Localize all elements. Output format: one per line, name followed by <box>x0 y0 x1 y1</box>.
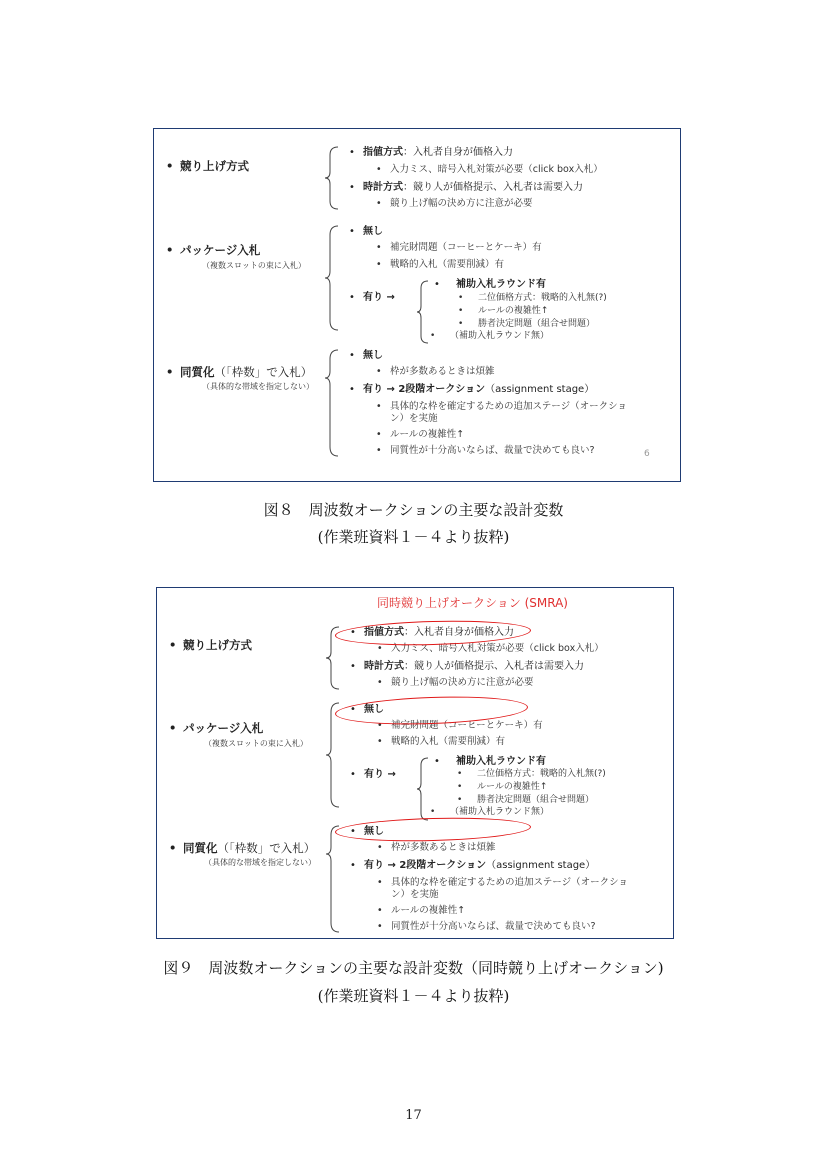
row1-item2: • 時計方式：競り人が価格提示、入札者は需要入力 <box>350 661 584 672</box>
row3-yes: • 有り → 2段階オークション（assignment stage） <box>350 860 596 871</box>
row3-label: • 同質化（「枠数」で入札） <box>166 365 313 379</box>
row3-label: • 同質化（「枠数」で入札） <box>169 841 316 855</box>
row2-yes: • 有り → <box>349 292 395 303</box>
row3-yes: • 有り → 2段階オークション（assignment stage） <box>349 384 595 395</box>
row1-item1-sub: • 入力ミス、暗号入札対策が必要（click box入札） <box>377 643 604 654</box>
row2-aux-sub2: • ルールの複雑性↑ <box>457 782 548 792</box>
row1-label: • 競り上げ方式 <box>166 159 249 173</box>
row3-yes-sub3: • 同質性が十分高いならば、裁量で決めても良い? <box>376 445 595 456</box>
row3-none: • 無し <box>349 350 383 361</box>
row2-none: • 無し <box>350 704 384 715</box>
row3-none-sub: • 枠が多数あるときは煩雑 <box>377 842 496 853</box>
row2-aux-round: • 補助入札ラウンド有 <box>434 756 546 767</box>
row2-none: • 無し <box>349 226 383 237</box>
row2-label: • パッケージ入札 <box>166 243 261 257</box>
row2-none-sub2: • 戦略的入札（需要削減）有 <box>377 736 506 747</box>
row2-no-aux: • （補助入札ラウンド無） <box>430 807 550 817</box>
row1-item2-sub: • 競り上げ幅の決め方に注意が必要 <box>376 198 533 209</box>
row2-note: （複数スロットの束に入札） <box>202 261 306 270</box>
figure9-slide <box>156 587 674 939</box>
row2-label: • パッケージ入札 <box>169 721 264 735</box>
row2-none-sub1: • 補完財問題（コーヒーとケーキ）有 <box>377 720 543 731</box>
row2-yes-brace <box>416 757 430 821</box>
row2-none-sub1: • 補完財問題（コーヒーとケーキ）有 <box>376 242 542 253</box>
row3-brace <box>325 825 341 933</box>
row2-aux-sub2: • ルールの複雑性↑ <box>458 306 549 316</box>
row3-yes-sub2: • ルールの複雑性↑ <box>376 429 465 440</box>
row2-aux-sub3: • 勝者決定問題（組合せ問題） <box>458 319 596 329</box>
highlight-ellipse-homogeneous-none <box>335 815 532 843</box>
row3-none-sub: • 枠が多数あるときは煩雑 <box>376 366 495 377</box>
row3-none: • 無し <box>350 826 384 837</box>
figure8-caption-line2: (作業班資料１－４より抜粋) <box>317 528 510 546</box>
row2-yes: • 有り → <box>350 769 396 780</box>
row2-aux-sub1: • 二位価格方式：戦略的入札無(?) <box>458 293 607 303</box>
figure9-caption-line1: 図９ 周波数オークションの主要な設計変数（同時競り上げオークション) <box>163 959 664 977</box>
row2-note: （複数スロットの束に入札） <box>204 739 308 748</box>
row3-brace <box>324 349 340 457</box>
row1-item2-sub: • 競り上げ幅の決め方に注意が必要 <box>377 677 534 688</box>
row2-aux-sub3: • 勝者決定問題（組合せ問題） <box>457 795 595 805</box>
figure8-slide <box>153 128 681 482</box>
row1-brace <box>324 146 340 210</box>
slide-page-number: 6 <box>644 449 650 459</box>
row2-brace <box>325 702 341 808</box>
row2-yes-brace <box>416 280 430 344</box>
row3-yes-sub3: • 同質性が十分高いならば、裁量で決めても良い? <box>377 921 596 932</box>
row1-label: • 競り上げ方式 <box>169 638 252 652</box>
row1-item2: • 時計方式：競り人が価格提示、入札者は需要入力 <box>349 182 583 193</box>
row2-no-aux: • （補助入札ラウンド無） <box>430 331 550 341</box>
row3-note: （具体的な帯域を指定しない） <box>204 858 316 867</box>
row2-brace <box>324 225 340 331</box>
row3-note: （具体的な帯域を指定しない） <box>202 382 314 391</box>
page-number: 17 <box>405 1108 422 1123</box>
row3-yes-sub2: • ルールの複雑性↑ <box>377 905 466 916</box>
row1-item1-sub: • 入力ミス、暗号入札対策が必要（click box入札） <box>376 164 603 175</box>
row3-yes-sub1: • 具体的な枠を確定するための追加ステージ（オークショ <box>376 401 627 412</box>
row1-item1: • 指値方式：入札者自身が価格入力 <box>349 147 513 158</box>
figure8-caption-line1: 図８ 周波数オークションの主要な設計変数 <box>263 501 564 519</box>
row2-aux-sub1: • 二位価格方式：戦略的入札無(?) <box>457 769 606 779</box>
row2-none-sub2: • 戦略的入札（需要削減）有 <box>376 259 505 270</box>
row3-yes-sub1: • 具体的な枠を確定するための追加ステージ（オークショ <box>377 877 628 888</box>
row2-aux-round: • 補助入札ラウンド有 <box>434 279 546 290</box>
row3-yes-sub1-cont: ン）を実施 <box>390 413 438 424</box>
smra-header: 同時競り上げオークション (SMRA) <box>377 596 568 610</box>
row3-yes-sub1-cont: ン）を実施 <box>391 889 439 900</box>
figure9-caption-line2: (作業班資料１－４より抜粋) <box>317 987 510 1005</box>
row1-item1: • 指値方式：入札者自身が価格入力 <box>350 627 514 638</box>
